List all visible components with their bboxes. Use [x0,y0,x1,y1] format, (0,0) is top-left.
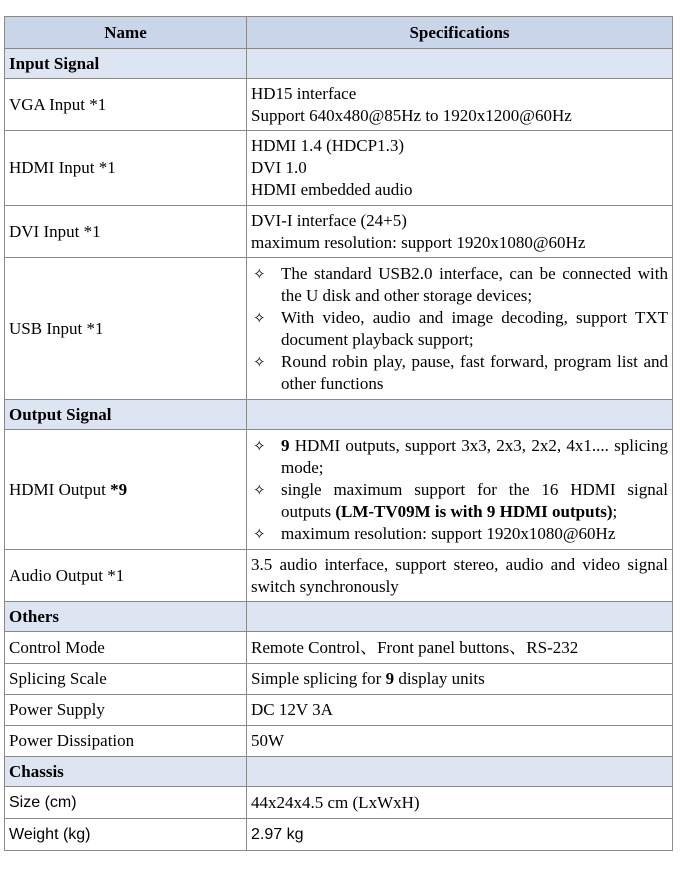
bullet-text: single maximum support for the 16 HDMI signal outputs [281,479,668,521]
spec-line: DVI 1.0 [251,158,307,177]
row-spec-power-dissipation: 50W [247,726,673,757]
section-row-chassis [5,757,673,787]
row-spec-size: 44x24x4.5 cm (LxWxH) [247,787,673,819]
table-row-control-mode [5,632,673,664]
section-empty-cell [247,602,673,632]
spec-bold: 9 [385,669,395,688]
bullet-item [251,479,668,523]
spec-text: display units [394,669,485,688]
bullet-list [251,435,668,545]
row-name-power-dissipation: Power Dissipation [5,726,247,757]
section-title-output-signal: Output Signal [5,400,247,430]
table-row-splicing-scale [5,664,673,695]
bullet-list [251,263,668,395]
row-spec-splicing-scale [247,664,673,695]
row-spec-vga-input [247,79,673,131]
bullet-item [251,435,668,479]
spec-line: HD15 interface [251,83,357,103]
bullet-bold: (LM-TV09M is with 9 HDMI outputs) [335,501,613,521]
row-spec-power-supply: DC 12V 3A [247,695,673,726]
row-name-hdmi-output [5,430,247,550]
specifications-table [4,16,673,851]
section-title-others: Others [5,602,247,632]
row-name-splicing-scale: Splicing Scale [5,664,247,695]
row-name-hdmi-input: HDMI Input *1 [5,131,247,206]
section-empty-cell [247,757,673,787]
row-spec-control-mode: Remote Control、Front panel buttons、RS-232 [247,632,673,664]
bullet-text: ; [612,501,618,521]
table-row-vga-input [5,79,673,131]
row-name-power-supply: Power Supply [5,695,247,726]
table-row-size [5,787,673,819]
table-row-power-supply [5,695,673,726]
table-row-hdmi-output [5,430,673,550]
table-row-hdmi-input [5,131,673,206]
row-spec-audio-output: 3.5 audio interface, support stereo, audio and video signal switch synchronously [247,550,673,602]
section-row-input-signal [5,49,673,79]
section-empty-cell [247,49,673,79]
row-name-vga-input: VGA Input *1 [5,79,247,131]
row-name-dvi-input: DVI Input *1 [5,206,247,258]
spec-line: maximum resolution: support 1920x1080@60Hz [251,232,586,252]
row-name-weight: Weight (kg) [5,819,247,851]
table-header-row [5,17,673,49]
bullet-item: ✧ Round robin play, pause, fast forward, program list and other functions [251,351,668,395]
bullet-item: ✧ With video, audio and image decoding, support TXT document playback support; [251,307,668,351]
bullet-item: ✧ The standard USB2.0 interface, can be connected with the U disk and other storage devices; [251,263,668,307]
row-name-text: HDMI Output [9,479,111,499]
row-name-control-mode: Control Mode [5,632,247,664]
table-row-usb-input [5,258,673,400]
table-row-audio-output [5,550,673,602]
row-spec-usb-input [247,258,673,400]
spec-line: HDMI 1.4 (HDCP1.3) [251,136,404,155]
row-name-size: Size (cm) [5,787,247,819]
bullet-text: HDMI outputs, support 3x3, 2x3, 2x2, 4x1.... splicing mode; [281,435,668,477]
table-row-dvi-input [5,206,673,258]
section-title-chassis: Chassis [5,757,247,787]
row-name-usb-input: USB Input *1 [5,258,247,400]
row-spec-hdmi-output [247,430,673,550]
section-title-input-signal: Input Signal [5,49,247,79]
spec-text: Simple splicing for [251,669,386,688]
row-spec-weight: 2.97 kg [247,819,673,851]
spec-line: HDMI embedded audio [251,180,413,199]
section-empty-cell [247,400,673,430]
bullet-bold: 9 [281,435,290,455]
row-spec-dvi-input [247,206,673,258]
section-row-output-signal [5,400,673,430]
table-row-power-dissipation [5,726,673,757]
row-name-audio-output: Audio Output *1 [5,550,247,602]
bullet-item: ✧ maximum resolution: support 1920x1080@60Hz [251,523,668,545]
row-spec-hdmi-input [247,131,673,206]
spec-line: Support 640x480@85Hz to 1920x1200@60Hz [251,105,572,125]
spec-line: DVI-I interface (24+5) [251,210,407,230]
header-specifications: Specifications [247,17,673,49]
header-name: Name [5,17,247,49]
section-row-others [5,602,673,632]
table-row-weight [5,819,673,851]
row-name-count: *9 [110,479,128,499]
